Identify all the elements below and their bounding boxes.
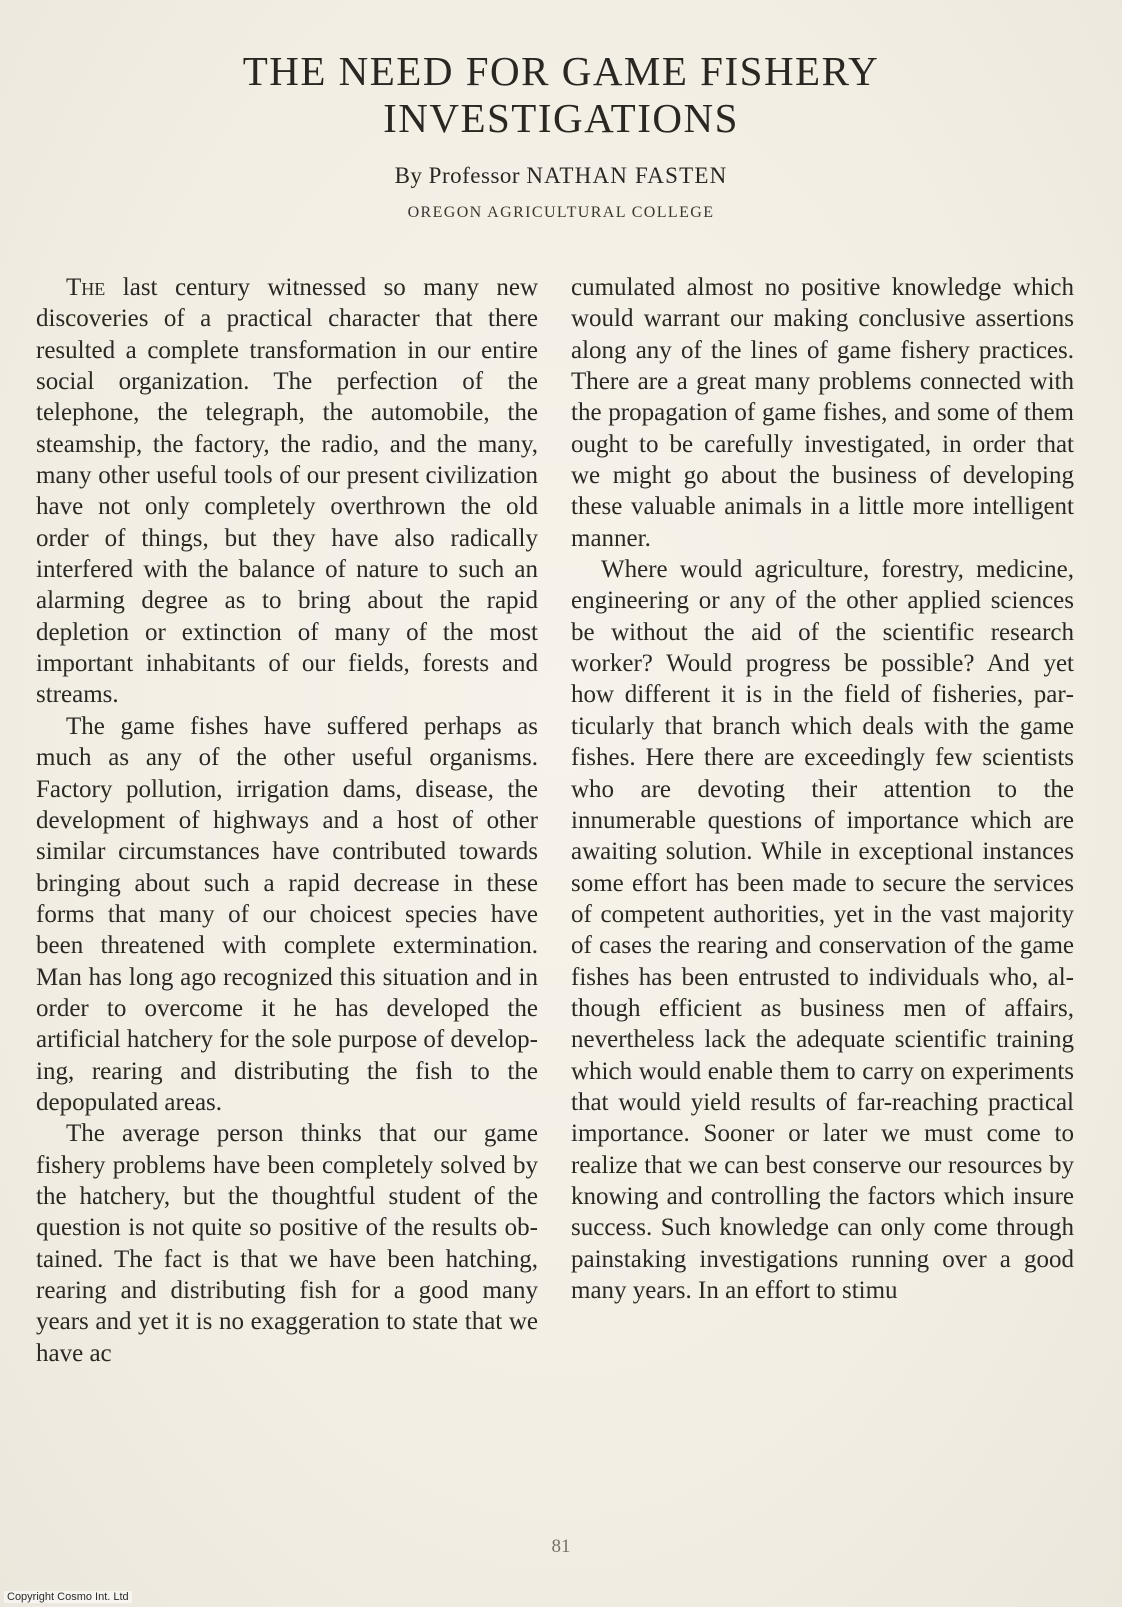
paragraph-3: The average person thinks that our game fishery problems have been completely solved by the hatchery, but the thoughtful student of the question is not quite so positive of the results obtained. The fact is that we have been hatching, rearing and distributing fish for a good many years and yet it is no exaggeration to state that we have ac: [36, 1120, 538, 1367]
paragraph-lead-word: The: [66, 274, 106, 301]
left-column: [36, 272, 538, 1369]
paragraph-1: [36, 272, 538, 711]
paragraph-3-continued: cumulated almost no positive knowledge which would warrant our making conclusive assertions along any of the lines of game fishery practices. There are a great many problems connected with the propagation of game fishes, and some of them ought to be carefully investigated, in order that we might go about the business of developing these valuable animals in a little more intelligent manner.: [571, 274, 1074, 552]
page-number: 81: [551, 1536, 571, 1557]
copyright-watermark: Copyright Cosmo Int. Ltd: [4, 1591, 132, 1603]
byline-prefix: By Professor: [394, 163, 521, 188]
right-column: [571, 272, 1074, 1306]
paragraph-4: Where would agriculture, forestry, medicine, engineering or any of the other applied sciences be without the aid of the scientific research worker? Would progress be possible? And yet how different it is in the field of fisheries, particularly that branch which deals with the game fishes. Here there are exceedingly few scientists who are devoting their attention to the innumerable questions of importance which are awaiting solution. While in exceptional instances some effort has been made to secure the services of competent authorities, yet in the vast majority of cases the rearing and conservation of the game fishes has been entrusted to individuals who, although efficient as business men of affairs, nevertheless lack the adequate scientific training which would enable them to carry on experiments that would yield results of far-reaching practical importance. Sooner or later we must come to realize that we can best conserve our resources by knowing and controlling the factors which insure success. Such knowledge can only come through painstaking investigations running over a good many years. In an effort to stimu: [571, 556, 1074, 1304]
author-affiliation: OREGON AGRICULTURAL COLLEGE: [407, 204, 715, 221]
author-name: NATHAN FASTEN: [526, 163, 728, 188]
paragraph-2: The game fishes have suffered perhaps as much as any of the other useful organisms. Factory pollution, irrigation dams, disease, the development of highways and a host of other similar circumstances have contributed towards bringing about such a rapid decrease in these forms that many of our choicest species have been threatened with complete extermination. Man has long ago recognized this situation and in order to overcome it he has developed the artificial hatchery for the sole purpose of developing, rearing and distributing the fish to the depopulated areas.: [36, 712, 538, 1116]
byline: [0, 163, 1122, 189]
paragraph-1-text: last century witnessed so many new discoveries of a practical character that there resulted a complete transformation in our entire social organization. The perfection of the telephone, the telegraph, the automobile, the steamship, the factory, the radio, and the many, many other useful tools of our present civilization have not only completely overthrown the old order of things, but they have also radically interfered with the balance of nature to such an alarming degree as to bring about the rapid depletion or extinction of many of the most important inhabitants of our fields, forests and streams.: [36, 274, 539, 709]
article-title: THE NEED FOR GAME FISHERY INVESTIGATIONS: [242, 48, 880, 141]
